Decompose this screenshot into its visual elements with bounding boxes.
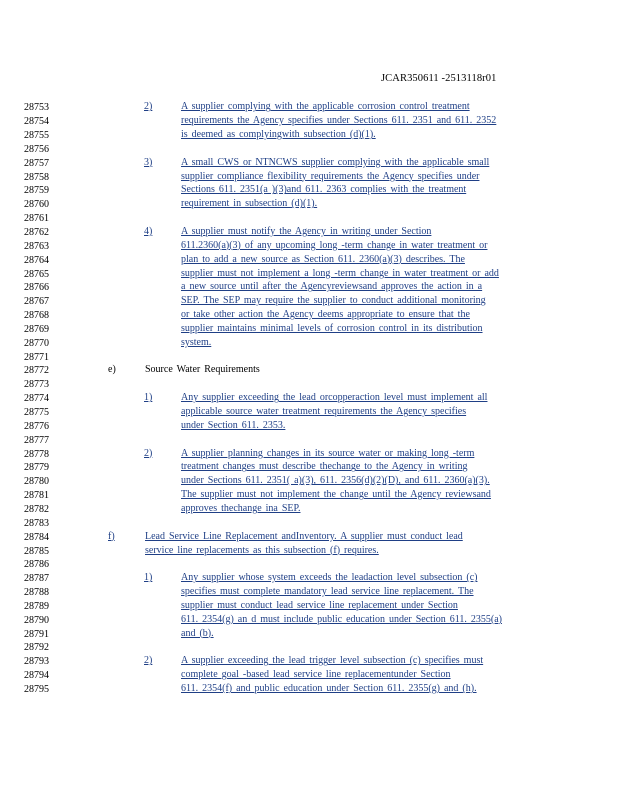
line-number: 28762 <box>24 226 49 238</box>
text-line: system. <box>181 336 212 348</box>
text-line: A supplier exceeding the lead trigger level subsection (c) specifies must <box>181 655 484 667</box>
line-number: 28778 <box>24 448 49 460</box>
line-number: 28767 <box>24 296 49 308</box>
line-number: 28755 <box>24 130 49 141</box>
line-number: 28759 <box>24 185 49 197</box>
list-item-label: f) <box>108 530 115 542</box>
line-number: 28787 <box>24 573 49 585</box>
text-line: supplier must conduct lead service line replacement under Section <box>181 599 458 611</box>
text-line: under Sections 611. 2351( a)(3), 611. 2356(d)(2)(D), and 611. 2360(a)(3). <box>181 475 490 487</box>
text-line: SEP. The SEP may require the supplier to conduct additional monitoring <box>181 295 486 307</box>
list-item-label: 2) <box>144 447 153 459</box>
text-line: treatment changes must describe thechange to the Agency in writing <box>181 461 468 473</box>
line-number: 28770 <box>24 337 49 349</box>
text-line: Any supplier exceeding the lead orcopperaction level must implement all <box>181 392 488 404</box>
line-number: 28757 <box>24 157 49 169</box>
line-number: 28789 <box>24 600 49 612</box>
document-header: JCAR350611 -2513118r01 <box>381 73 497 84</box>
line-number: 28772 <box>24 365 49 377</box>
text-line: and (b). <box>181 627 214 639</box>
list-item-label: 1) <box>144 392 153 404</box>
text-line: A supplier planning changes in its source water or making long -term <box>181 447 475 459</box>
line-number: 28780 <box>24 476 49 488</box>
text-line: applicable source water treatment requirements the Agency specifies <box>181 406 467 417</box>
line-number: 28775 <box>24 407 49 418</box>
text-line: supplier compliance flexibility requirements the Agency specifies under <box>181 170 480 182</box>
text-line: is deemed as complyingwith subsection (d)(1). <box>181 129 376 140</box>
text-line: The supplier must not implement the change until the Agency reviewsand <box>181 489 491 501</box>
list-item-label: 3) <box>144 156 153 168</box>
line-number: 28794 <box>24 670 49 682</box>
line-number: 28765 <box>24 268 49 280</box>
line-number: 28793 <box>24 656 49 668</box>
text-line: Any supplier whose system exceeds the leadaction level subsection (c) <box>181 572 478 584</box>
line-number: 28771 <box>24 351 49 363</box>
line-number: 28783 <box>24 517 49 529</box>
text-line: or take other action the Agency deems appropriate to ensure that the <box>181 309 470 321</box>
text-line: requirement in subsection (d)(1). <box>181 198 318 210</box>
text-line: A supplier must notify the Agency in writing under Section <box>181 225 432 237</box>
text-line: requirements the Agency specifies under Sections 611. 2351 and 611. 2352 <box>181 115 497 127</box>
text-line: plan to add a new source as Section 611. 2360(a)(3) describes. The <box>181 253 465 265</box>
text-line: Source Water Requirements <box>145 364 260 376</box>
line-number: 28763 <box>24 240 49 252</box>
line-number: 28785 <box>24 545 49 557</box>
list-item-label: 4) <box>144 225 153 237</box>
line-number: 28754 <box>24 116 49 128</box>
list-item-label: 2) <box>144 101 153 113</box>
list-item-label: e) <box>108 364 116 376</box>
text-line: under Section 611. 2353. <box>181 419 286 431</box>
text-line: 611. 2354(g) an d must include public education under Section 611. 2355(a) <box>181 613 502 625</box>
text-line: approves thechange ina SEP. <box>181 502 301 514</box>
line-number: 28782 <box>24 503 49 515</box>
line-number: 28779 <box>24 462 49 474</box>
line-number: 28795 <box>24 684 49 695</box>
text-line: specifies must complete mandatory lead service line replacement. The <box>181 586 474 598</box>
text-line: 611. 2354(f) and public education under Section 611. 2355(g) and (h). <box>181 683 477 694</box>
line-number: 28769 <box>24 323 49 335</box>
line-number: 28753 <box>24 102 49 114</box>
line-number: 28756 <box>24 143 49 155</box>
line-number: 28786 <box>24 559 49 571</box>
line-number: 28776 <box>24 420 49 432</box>
line-number: 28791 <box>24 628 49 640</box>
line-number: 28790 <box>24 614 49 626</box>
line-number: 28768 <box>24 310 49 322</box>
list-item-label: 2) <box>144 655 153 667</box>
line-number: 28792 <box>24 642 49 654</box>
text-line: service line replacements as this subsection (f) requires. <box>145 544 379 556</box>
line-number: 28781 <box>24 490 49 502</box>
text-line: complete goal -based lead service line replacementunder Section <box>181 669 451 681</box>
text-line: A supplier complying with the applicable corrosion control treatment <box>181 101 470 113</box>
line-number: 28758 <box>24 171 49 183</box>
text-line: 611.2360(a)(3) of any upcoming long -term change in water treatment or <box>181 239 488 251</box>
line-number: 28777 <box>24 434 49 446</box>
line-number: 28761 <box>24 213 49 225</box>
text-line: A small CWS or NTNCWS supplier complying with the applicable small <box>181 156 490 168</box>
line-number: 28784 <box>24 531 49 543</box>
line-number: 28773 <box>24 379 49 391</box>
text-line: a new source until after the Agencyreviewsand approves the action in a <box>181 281 483 293</box>
list-item-label: 1) <box>144 572 153 584</box>
line-number: 28788 <box>24 587 49 599</box>
text-line: Sections 611. 2351(a )(3)and 611. 2363 complies with the treatment <box>181 184 467 196</box>
text-line: supplier must not implement a long -term change in water treatment or add <box>181 267 499 279</box>
line-number: 28766 <box>24 282 49 294</box>
line-number: 28760 <box>24 199 49 211</box>
text-line: supplier maintains minimal levels of corrosion control in its distribution <box>181 322 483 334</box>
text-line: Lead Service Line Replacement andInventory. A supplier must conduct lead <box>145 530 463 542</box>
line-number: 28774 <box>24 393 49 405</box>
line-number: 28764 <box>24 254 49 266</box>
